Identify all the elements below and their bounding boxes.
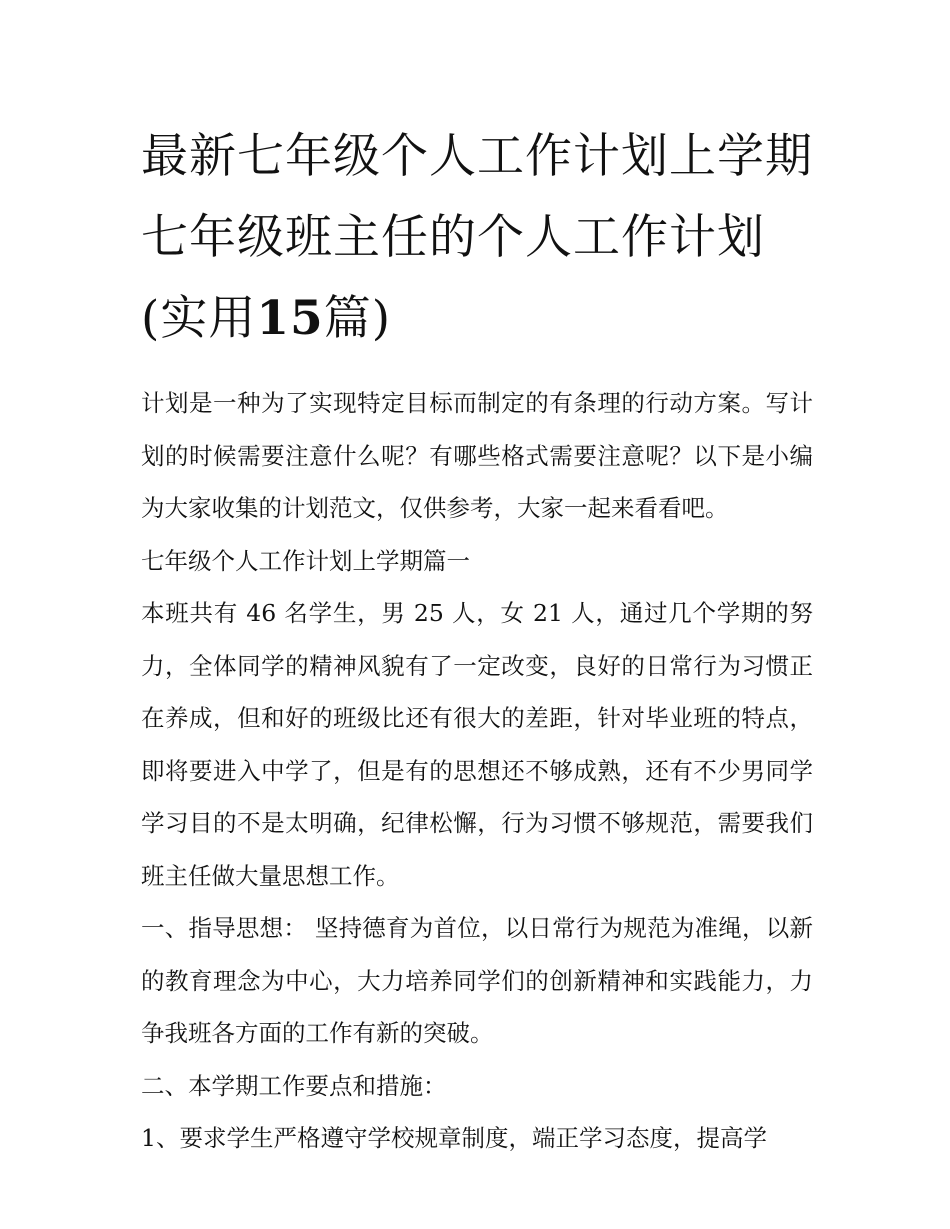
title-suffix: 篇) [323, 291, 392, 346]
title-text: 最新七年级个人工作计划上学期 七年级班主任的个人工作计划(实用 [141, 129, 813, 346]
title-number: 15 [256, 291, 324, 346]
section-heading: 七年级个人工作计划上学期篇一 [141, 546, 470, 575]
document-body [141, 377, 813, 1165]
intro-paragraph: 计划是一种为了实现特定目标而制定的有条理的行动方案。写计划的时候需要注意什么呢？有哪些格式需要注意呢？以下是小编为大家收集的计划范文，仅供参考，大家一起来看看吧。 [141, 389, 813, 522]
document-page [141, 116, 813, 1165]
document-title [141, 116, 813, 359]
measure-item-1: 1、要求学生严格遵守学校规章制度，端正学习态度，提高学 [141, 1124, 767, 1152]
key-points-heading: 二、本学期工作要点和措施： [141, 1071, 447, 1100]
guiding-thought-paragraph: 一、指导思想： 坚持德育为首位，以日常行为规范为准绳，以新的教育理念为中心，大力培养同学们的创新精神和实践能力，力争我班各方面的工作有新的突破。 [141, 914, 813, 1047]
class-overview-paragraph: 本班共有 46 名学生，男 25 人，女 21 人，通过几个学期的努力，全体同学的精神风貌有了一定改变，良好的日常行为习惯正在养成，但和好的班级比还有很大的差距，针对毕业班的特点，即将要进入中学了，但是有的思想还不够成熟，还有不少男同学学习目的不是太明确，纪律松懈，行为习惯不够规范，需要我们班主任做大量思想工作。 [141, 599, 813, 890]
